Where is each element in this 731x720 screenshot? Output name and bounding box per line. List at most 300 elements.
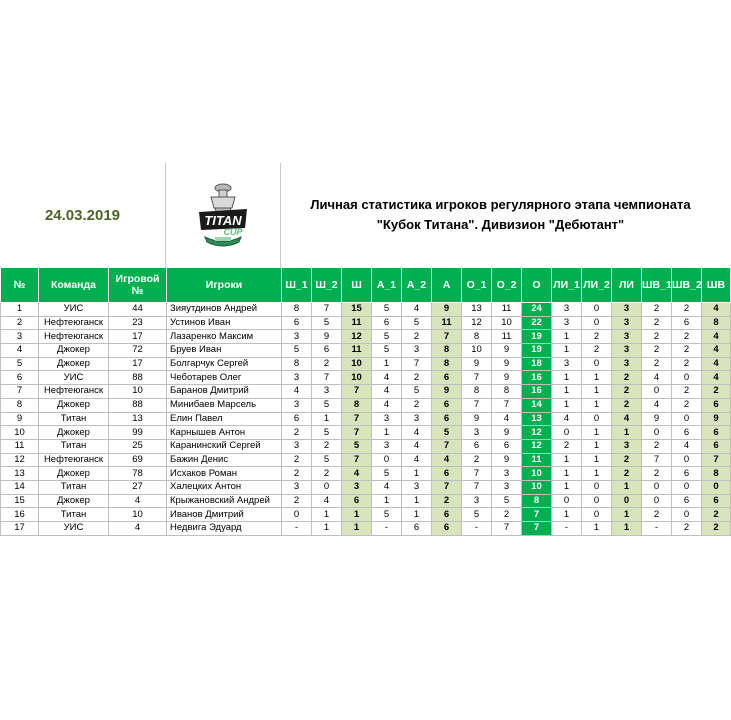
col-sh2-cell: 5 [312, 453, 342, 467]
col-player-cell: Каранинский Сергей [167, 439, 282, 453]
col-shv2-cell: 6 [672, 494, 702, 508]
col-li1-cell: 1 [552, 398, 582, 412]
col-sh1-cell: 8 [282, 357, 312, 371]
col-li2-cell: 2 [582, 330, 612, 344]
col-shv1-cell: 4 [642, 398, 672, 412]
col-sh-cell: 5 [342, 439, 372, 453]
col-a1-cell: 4 [372, 371, 402, 385]
col-sh1-cell: 3 [282, 330, 312, 344]
table-header-row [1, 268, 731, 303]
col-jersey-cell: 13 [109, 412, 167, 426]
table-row [1, 494, 731, 508]
col-team-cell: Джокер [39, 357, 109, 371]
col-number-cell: 11 [1, 439, 39, 453]
col-a-cell: 6 [432, 467, 462, 481]
col-shv1-cell: 7 [642, 453, 672, 467]
col-li-cell: 3 [612, 344, 642, 358]
col-o2-cell: 5 [492, 494, 522, 508]
col-player-cell: Болгарчук Сергей [167, 357, 282, 371]
col-sh2-cell: 2 [312, 357, 342, 371]
col-sh-cell: 11 [342, 316, 372, 330]
col-team-cell: Джокер [39, 344, 109, 358]
col-o2-cell: 9 [492, 453, 522, 467]
col-li2-cell: 1 [582, 371, 612, 385]
col-number-cell: 10 [1, 426, 39, 440]
col-player-cell: Исхаков Роман [167, 467, 282, 481]
col-jersey-cell: 4 [109, 522, 167, 536]
col-shv2-cell: 0 [672, 412, 702, 426]
table-row [1, 385, 731, 399]
col-a-cell: 8 [432, 357, 462, 371]
col-number-cell: 2 [1, 316, 39, 330]
col-number-cell: 6 [1, 371, 39, 385]
col-shv-cell: 6 [702, 398, 731, 412]
col-shv-cell: 6 [702, 494, 731, 508]
col-a1-cell: 1 [372, 494, 402, 508]
col-a-header: А [432, 268, 462, 303]
col-sh-header: Ш [342, 268, 372, 303]
col-o2-cell: 7 [492, 522, 522, 536]
col-o1-cell: 8 [462, 330, 492, 344]
col-shv1-cell: 4 [642, 371, 672, 385]
col-a-cell: 5 [432, 426, 462, 440]
col-o2-cell: 9 [492, 344, 522, 358]
col-li-cell: 3 [612, 357, 642, 371]
col-a2-cell: 5 [402, 385, 432, 399]
table-row [1, 344, 731, 358]
col-shv-cell: 9 [702, 412, 731, 426]
logo-text-cup: CUP [223, 227, 243, 237]
col-li-cell: 1 [612, 480, 642, 494]
col-sh1-cell: 5 [282, 344, 312, 358]
col-o-cell: 16 [522, 385, 552, 399]
col-sh2-cell: 1 [312, 508, 342, 522]
title-line-2: "Кубок Титана". Дивизион "Дебютант" [376, 217, 625, 232]
col-shv2-cell: 2 [672, 330, 702, 344]
col-li1-cell: 1 [552, 344, 582, 358]
col-player-cell: Елин Павел [167, 412, 282, 426]
col-player-cell: Минибаев Марсель [167, 398, 282, 412]
col-sh2-cell: 3 [312, 385, 342, 399]
col-a2-cell: 4 [402, 439, 432, 453]
table-row [1, 371, 731, 385]
col-jersey-cell: 78 [109, 467, 167, 481]
col-li-cell: 2 [612, 398, 642, 412]
col-li2-cell: 1 [582, 522, 612, 536]
col-li1-cell: 2 [552, 439, 582, 453]
col-o-header: О [522, 268, 552, 303]
col-o-cell: 7 [522, 522, 552, 536]
col-sh-cell: 7 [342, 385, 372, 399]
col-a-cell: 7 [432, 480, 462, 494]
col-o2-cell: 6 [492, 439, 522, 453]
col-o-cell: 19 [522, 330, 552, 344]
col-shv-cell: 8 [702, 316, 731, 330]
logo-text-titan: TITAN [204, 213, 242, 228]
col-team-cell: Нефтеюганск [39, 453, 109, 467]
table-body [1, 303, 731, 536]
col-jersey-cell: 88 [109, 371, 167, 385]
col-o2-cell: 10 [492, 316, 522, 330]
col-jersey-cell: 69 [109, 453, 167, 467]
col-shv-cell: 2 [702, 522, 731, 536]
col-li-cell: 4 [612, 412, 642, 426]
col-sh-cell: 8 [342, 398, 372, 412]
col-player-cell: Баранов Дмитрий [167, 385, 282, 399]
col-shv2-cell: 2 [672, 357, 702, 371]
col-li1-cell: 1 [552, 480, 582, 494]
sheet-header [0, 163, 720, 267]
col-shv-cell: 4 [702, 330, 731, 344]
col-o1-header: О_1 [462, 268, 492, 303]
col-o1-cell: 7 [462, 398, 492, 412]
col-o1-cell: 12 [462, 316, 492, 330]
col-number-cell: 4 [1, 344, 39, 358]
col-shv-cell: 4 [702, 303, 731, 317]
col-sh1-cell: 3 [282, 439, 312, 453]
col-a2-cell: 3 [402, 480, 432, 494]
col-a-cell: 8 [432, 344, 462, 358]
titan-cup-logo [193, 182, 253, 248]
col-player-cell: Чеботарев Олег [167, 371, 282, 385]
col-jersey-header: Игровой № [109, 268, 167, 303]
col-a1-cell: 1 [372, 426, 402, 440]
col-o1-cell: 10 [462, 344, 492, 358]
col-number-cell: 1 [1, 303, 39, 317]
col-a1-cell: 4 [372, 480, 402, 494]
col-number-cell: 14 [1, 480, 39, 494]
col-team-cell: Джокер [39, 467, 109, 481]
col-a1-cell: - [372, 522, 402, 536]
col-shv-cell: 2 [702, 508, 731, 522]
col-a-cell: 9 [432, 303, 462, 317]
col-a2-cell: 4 [402, 426, 432, 440]
col-o-cell: 7 [522, 508, 552, 522]
col-sh1-cell: 2 [282, 494, 312, 508]
col-shv2-cell: 2 [672, 385, 702, 399]
col-shv1-cell: 2 [642, 303, 672, 317]
col-team-cell: УИС [39, 522, 109, 536]
col-li-cell: 2 [612, 371, 642, 385]
col-team-cell: УИС [39, 303, 109, 317]
col-li1-cell: 1 [552, 467, 582, 481]
col-sh2-cell: 4 [312, 494, 342, 508]
col-sh1-cell: - [282, 522, 312, 536]
col-a-cell: 7 [432, 439, 462, 453]
col-shv1-cell: 2 [642, 344, 672, 358]
col-shv-cell: 2 [702, 385, 731, 399]
col-li-cell: 1 [612, 522, 642, 536]
col-a2-cell: 5 [402, 316, 432, 330]
table-row [1, 439, 731, 453]
col-a-cell: 7 [432, 330, 462, 344]
title-cell [281, 163, 720, 267]
table-row [1, 426, 731, 440]
col-o-cell: 19 [522, 344, 552, 358]
col-o1-cell: 9 [462, 357, 492, 371]
date-label: 24.03.2019 [44, 206, 121, 224]
date-cell [0, 163, 166, 267]
col-sh1-cell: 0 [282, 508, 312, 522]
col-jersey-cell: 23 [109, 316, 167, 330]
col-a2-cell: 2 [402, 371, 432, 385]
col-sh2-cell: 5 [312, 426, 342, 440]
col-li2-cell: 0 [582, 508, 612, 522]
col-o1-cell: 3 [462, 494, 492, 508]
col-o1-cell: 5 [462, 508, 492, 522]
col-a-cell: 9 [432, 385, 462, 399]
col-o1-cell: 7 [462, 480, 492, 494]
col-li1-cell: 0 [552, 494, 582, 508]
col-jersey-cell: 44 [109, 303, 167, 317]
col-number-cell: 15 [1, 494, 39, 508]
col-a2-cell: 3 [402, 344, 432, 358]
col-a1-cell: 4 [372, 385, 402, 399]
col-o2-cell: 9 [492, 357, 522, 371]
col-shv-cell: 0 [702, 480, 731, 494]
col-a1-cell: 4 [372, 398, 402, 412]
col-a-cell: 2 [432, 494, 462, 508]
col-shv-cell: 4 [702, 371, 731, 385]
col-sh1-cell: 6 [282, 412, 312, 426]
col-shv-cell: 4 [702, 357, 731, 371]
col-o1-cell: 7 [462, 371, 492, 385]
col-shv1-header: ШВ_1 [642, 268, 672, 303]
col-o-cell: 10 [522, 467, 552, 481]
col-a1-cell: 6 [372, 316, 402, 330]
table-row [1, 303, 731, 317]
table-row [1, 412, 731, 426]
col-li2-cell: 1 [582, 453, 612, 467]
col-player-cell: Устинов Иван [167, 316, 282, 330]
col-player-cell: Зияутдинов Андрей [167, 303, 282, 317]
col-o1-cell: 13 [462, 303, 492, 317]
col-li1-cell: 4 [552, 412, 582, 426]
col-li-cell: 3 [612, 303, 642, 317]
col-team-cell: Титан [39, 480, 109, 494]
col-jersey-cell: 17 [109, 330, 167, 344]
col-player-cell: Иванов Дмитрий [167, 508, 282, 522]
col-li1-cell: 3 [552, 316, 582, 330]
stats-sheet [0, 163, 726, 557]
col-sh-cell: 10 [342, 357, 372, 371]
col-li2-cell: 0 [582, 303, 612, 317]
col-a2-cell: 6 [402, 522, 432, 536]
col-sh-cell: 11 [342, 344, 372, 358]
col-a2-cell: 1 [402, 467, 432, 481]
table-row [1, 330, 731, 344]
col-li-header: ЛИ [612, 268, 642, 303]
col-a-cell: 6 [432, 398, 462, 412]
col-shv1-cell: 2 [642, 316, 672, 330]
col-team-cell: Титан [39, 508, 109, 522]
col-a1-cell: 1 [372, 357, 402, 371]
col-team-cell: Джокер [39, 426, 109, 440]
col-jersey-cell: 27 [109, 480, 167, 494]
table-row [1, 357, 731, 371]
col-li-cell: 3 [612, 439, 642, 453]
col-shv2-cell: 0 [672, 453, 702, 467]
col-li-cell: 1 [612, 508, 642, 522]
col-shv1-cell: 2 [642, 467, 672, 481]
col-a1-cell: 3 [372, 439, 402, 453]
col-player-header: Игроки [167, 268, 282, 303]
col-number-cell: 16 [1, 508, 39, 522]
col-li1-cell: 1 [552, 330, 582, 344]
col-jersey-cell: 88 [109, 398, 167, 412]
col-a-cell: 11 [432, 316, 462, 330]
col-o-cell: 13 [522, 412, 552, 426]
col-sh2-cell: 9 [312, 330, 342, 344]
col-li-cell: 0 [612, 494, 642, 508]
table-row [1, 398, 731, 412]
col-li1-cell: 0 [552, 426, 582, 440]
col-a2-header: А_2 [402, 268, 432, 303]
col-o2-cell: 7 [492, 398, 522, 412]
col-sh2-cell: 7 [312, 303, 342, 317]
col-o-cell: 11 [522, 453, 552, 467]
col-team-cell: Нефтеюганск [39, 316, 109, 330]
col-li-cell: 2 [612, 467, 642, 481]
col-a-cell: 6 [432, 371, 462, 385]
col-li-cell: 2 [612, 385, 642, 399]
col-shv1-cell: 2 [642, 330, 672, 344]
col-o-cell: 22 [522, 316, 552, 330]
col-number-cell: 8 [1, 398, 39, 412]
col-o1-cell: 3 [462, 426, 492, 440]
col-o1-cell: 9 [462, 412, 492, 426]
col-o-cell: 24 [522, 303, 552, 317]
col-team-cell: Джокер [39, 398, 109, 412]
col-jersey-cell: 17 [109, 357, 167, 371]
col-jersey-cell: 25 [109, 439, 167, 453]
table-row [1, 522, 731, 536]
col-sh-cell: 6 [342, 494, 372, 508]
col-li1-cell: 3 [552, 303, 582, 317]
col-li2-cell: 0 [582, 494, 612, 508]
col-shv1-cell: - [642, 522, 672, 536]
col-sh1-cell: 6 [282, 316, 312, 330]
col-sh-cell: 1 [342, 508, 372, 522]
col-shv1-cell: 0 [642, 494, 672, 508]
col-sh1-header: Ш_1 [282, 268, 312, 303]
col-o2-cell: 9 [492, 426, 522, 440]
col-sh2-cell: 2 [312, 439, 342, 453]
col-o2-cell: 3 [492, 480, 522, 494]
col-shv2-header: ШВ_2 [672, 268, 702, 303]
col-jersey-cell: 10 [109, 508, 167, 522]
col-o-cell: 16 [522, 371, 552, 385]
col-sh1-cell: 3 [282, 480, 312, 494]
col-sh1-cell: 3 [282, 398, 312, 412]
col-shv1-cell: 0 [642, 385, 672, 399]
col-shv2-cell: 2 [672, 398, 702, 412]
col-li2-cell: 0 [582, 316, 612, 330]
col-li2-cell: 1 [582, 467, 612, 481]
col-a1-cell: 0 [372, 453, 402, 467]
col-shv2-cell: 6 [672, 467, 702, 481]
col-li1-cell: 1 [552, 385, 582, 399]
col-li1-cell: 3 [552, 357, 582, 371]
col-sh2-cell: 6 [312, 344, 342, 358]
col-a-cell: 6 [432, 412, 462, 426]
col-sh-cell: 10 [342, 371, 372, 385]
col-shv1-cell: 9 [642, 412, 672, 426]
col-sh-cell: 3 [342, 480, 372, 494]
col-jersey-cell: 72 [109, 344, 167, 358]
col-li-cell: 3 [612, 330, 642, 344]
col-shv1-cell: 2 [642, 357, 672, 371]
col-sh-cell: 12 [342, 330, 372, 344]
col-player-cell: Недвига Эдуард [167, 522, 282, 536]
col-li2-cell: 1 [582, 426, 612, 440]
col-team-cell: Титан [39, 439, 109, 453]
col-sh-cell: 7 [342, 426, 372, 440]
col-o2-cell: 11 [492, 330, 522, 344]
col-sh-cell: 4 [342, 467, 372, 481]
col-player-cell: Карнышев Антон [167, 426, 282, 440]
col-shv2-cell: 2 [672, 522, 702, 536]
col-a1-header: А_1 [372, 268, 402, 303]
table-row [1, 467, 731, 481]
col-sh1-cell: 2 [282, 453, 312, 467]
col-jersey-cell: 4 [109, 494, 167, 508]
col-sh-cell: 15 [342, 303, 372, 317]
col-o2-header: О_2 [492, 268, 522, 303]
col-sh2-cell: 2 [312, 467, 342, 481]
col-a1-cell: 5 [372, 344, 402, 358]
table-row [1, 480, 731, 494]
col-shv1-cell: 2 [642, 439, 672, 453]
col-o2-cell: 2 [492, 508, 522, 522]
col-shv-cell: 8 [702, 467, 731, 481]
col-a-cell: 4 [432, 453, 462, 467]
col-a1-cell: 5 [372, 303, 402, 317]
col-team-cell: Джокер [39, 494, 109, 508]
logo-cell [166, 163, 281, 267]
title-line-1: Личная статистика игроков регулярного этапа чемпионата [310, 197, 691, 212]
col-o-cell: 12 [522, 426, 552, 440]
col-sh2-cell: 0 [312, 480, 342, 494]
col-li2-cell: 0 [582, 357, 612, 371]
col-player-cell: Халецких Антон [167, 480, 282, 494]
col-team-cell: Нефтеюганск [39, 330, 109, 344]
col-o2-cell: 3 [492, 467, 522, 481]
col-shv-cell: 7 [702, 453, 731, 467]
col-shv1-cell: 0 [642, 426, 672, 440]
col-shv2-cell: 6 [672, 426, 702, 440]
col-sh2-cell: 1 [312, 522, 342, 536]
col-o2-cell: 9 [492, 371, 522, 385]
col-o2-cell: 11 [492, 303, 522, 317]
col-team-cell: Нефтеюганск [39, 385, 109, 399]
col-sh1-cell: 8 [282, 303, 312, 317]
col-jersey-cell: 10 [109, 385, 167, 399]
col-sh2-cell: 5 [312, 398, 342, 412]
col-shv-cell: 4 [702, 344, 731, 358]
col-li2-cell: 0 [582, 480, 612, 494]
col-shv1-cell: 0 [642, 480, 672, 494]
table-row [1, 508, 731, 522]
col-number-cell: 17 [1, 522, 39, 536]
col-a2-cell: 7 [402, 357, 432, 371]
col-shv2-cell: 0 [672, 508, 702, 522]
col-o-cell: 14 [522, 398, 552, 412]
col-number-cell: 13 [1, 467, 39, 481]
col-team-cell: УИС [39, 371, 109, 385]
col-number-cell: 9 [1, 412, 39, 426]
col-o-cell: 18 [522, 357, 552, 371]
